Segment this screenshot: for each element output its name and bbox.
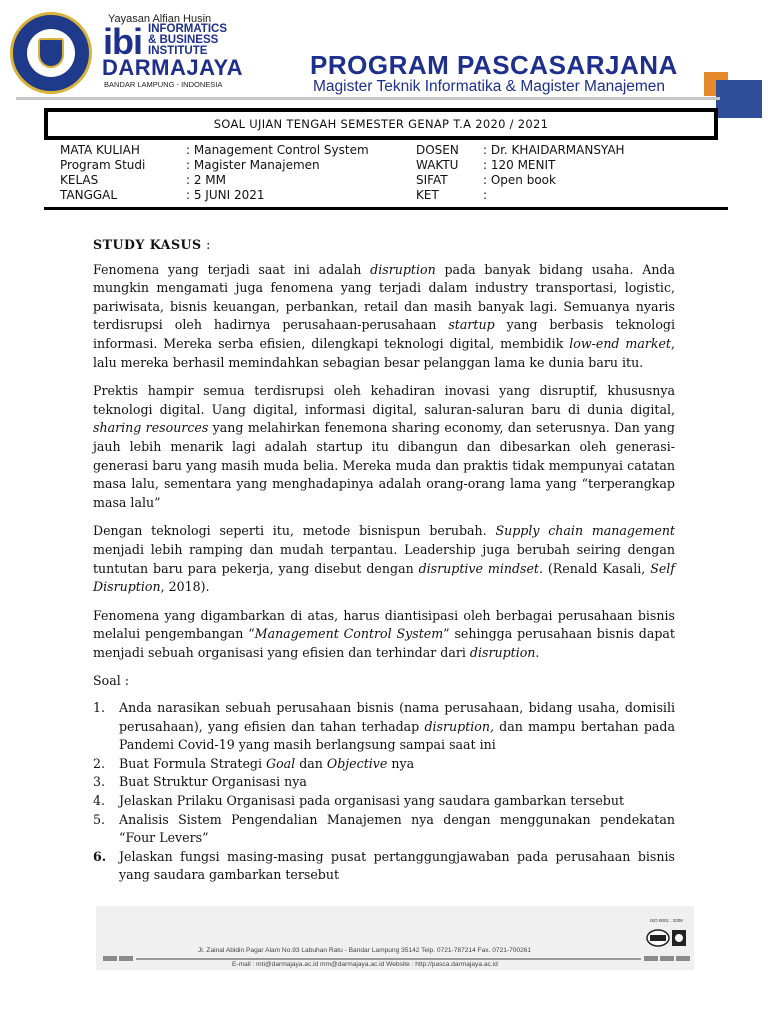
class-label: KELAS [60,173,99,187]
question-item [93,699,675,755]
question-number: 1. [93,700,106,716]
footer-dash [103,956,117,961]
institute-line-3: INSTITUTE [148,45,208,57]
question-text: Jelaskan Prilaku Organisasi pada organisasi yang saudara gambarkan tersebut [119,793,625,809]
info-values-right [483,143,625,203]
note-value: : [483,188,488,202]
p3-text-c: menjadi lebih ramping dan mudah terpantau. Leadership juga berubah seiring dengan tuntutan baru para pekerja, yang disebut dengan [93,541,675,576]
question-text: Buat Struktur Organisasi nya [119,774,307,790]
heading-text: STUDY KASUS [93,237,202,252]
p3-text-e: . (Renald Kasali, [539,560,651,576]
p1-text-c: pada banyak bidang usaha. Anda mungkin mengamati juga fenomena yang terjadi dalam industry transportasi, logistic, pariwisata, bisnis keuangan, perbankan, retail dan masih banyak lagi. Semuanya nyaris terdisrupsi oleh hadirnya perusahaan-perusahaan [93,261,675,333]
nature-label: SIFAT [416,173,448,187]
shield-icon [38,38,64,68]
question-text [119,755,675,774]
lecturer-label: DOSEN [416,143,459,157]
q2-text-a: Buat Formula Strategi [119,755,267,771]
footer-dash [119,956,133,961]
footer-dash [660,956,674,961]
footer-dash [644,956,658,961]
institute-line-1: INFORMATICS [148,23,228,35]
q2-text-c: dan [295,755,327,771]
q2-italic-b: Goal [266,755,296,771]
p3-italic-b: Supply chain management [495,523,675,539]
question-item [93,848,675,885]
question-number: 3. [93,774,106,790]
p3-italic-f: Self Disruption [93,560,675,595]
paragraph-2 [93,382,675,512]
institute-name: DARMAJAYA [102,55,244,80]
q1-italic-b: disruption, [424,718,494,734]
p1-text-e: yang berbasis teknologi informasi. Mereka serba efisien, dilengkapi teknologi digital, membidik [93,317,676,351]
foundation-name: Yayasan Alfian Husin [108,13,212,25]
question-item [93,811,675,848]
institute-location: BANDAR LAMPUNG - INDONESIA [104,80,223,89]
footer-email: E-mail : mti@darmajaya.ac.id mm@darmajaya.ac.id Website : http://pasca.darmajaya.ac.id [232,961,498,968]
question-text [119,699,675,755]
p3-text-a: Dengan teknologi seperti itu, metode bisnispun berubah. [93,523,496,539]
footer-line [136,958,641,960]
info-divider [44,207,728,210]
question-number: 5. [93,811,106,827]
p4-text-c: ” sehingga perusahaan bisnis dapat menjadi sebuah organisasi yang efisien dan terhindar dari [93,626,675,660]
heading-suffix: : [201,237,211,252]
question-text: Analisis Sistem Pengendalian Manajemen nya dengan menggunakan pendekatan “Four Levers” [119,811,675,846]
institution-seal-logo [10,12,92,94]
q2-italic-d: Objective [326,755,388,771]
question-number: 2. [93,755,106,771]
seal-inner [27,29,75,77]
p2-text-a: Prektis hampir semua terdisrupsi oleh kehadiran inovasi yang disruptif, khususnya teknologi digital. Uang digital, informasi digital, saluran-saluran baru di dunia digital, [93,383,675,417]
p1-text-a: Fenomena yang terjadi saat ini adalah [93,261,371,277]
paragraph-1 [93,261,675,373]
paragraph-4 [93,607,675,663]
p1-text-g: , lalu mereka berhasil memindahkan sebagian besar pelanggan lama ke dunia baru itu. [93,335,676,370]
class-value: : 2 MM [186,173,227,187]
note-label: KET [416,188,439,202]
p2-text-c: yang melahirkan fenemona sharing economy, dan seterusnya. Dan yang jauh lebih menarik lagi adalah startup itu dibangun dan dibesarkan oleh generasi-generasi baru yang masih muda belia. Mereka muda dan praktis tidak mempunyai catatan masa lalu, sementara yang menghadapinya adalah orang-orang lama yang “terperangkap masa lalu” [93,420,675,510]
info-values-left [186,143,369,203]
p1-italic-b: disruption [370,261,436,277]
footer-address: Jl. Zainal Abidin Pagar Alam No.93 Labuhan Ratu - Bandar Lampung 35142 Telp. 0721-787214 Fax. 0721-700261 [198,947,532,954]
p1-italic-f: low-end market [569,335,671,351]
question-number: 4. [93,793,106,809]
study-case-heading [93,236,675,255]
course-label: MATA KULIAH [60,143,140,157]
date-value: : 5 JUNI 2021 [186,188,265,202]
iso-certification-icon [644,920,688,950]
program-label: Program Studi [60,158,146,172]
q1-text-c: dan mampu bertahan pada Pandemi Covid-19 yang masih berlangsung sampai saat ini [119,718,676,753]
exam-content [93,236,675,885]
lecturer-value: : Dr. KHAIDARMANSYAH [483,143,625,157]
institute-line-2: & BUSINESS [148,34,219,46]
question-text: Jelaskan fungsi masing-masing pusat pertanggungjawaban pada perusahaan bisnis yang saudara gambarkan tersebut [119,848,675,883]
question-item [93,792,675,811]
exam-title: SOAL UJIAN TENGAH SEMESTER GENAP T.A 2020 / 2021 [44,108,718,140]
question-item [93,755,675,774]
info-labels-right [416,143,459,203]
p4-text-a: Fenomena yang digambarkan di atas, harus diantisipasi oleh berbagai perusahaan bisnis melalui pengembangan “ [93,607,675,642]
q2-text-e: nya [387,755,415,771]
program-value: : Magister Manajemen [186,158,320,172]
course-value: : Management Control System [186,143,369,157]
p1-italic-d: startup [448,317,495,333]
date-label: TANGGAL [60,188,118,202]
p2-italic-b: sharing resources [93,420,209,436]
info-labels-left [60,143,145,203]
q1-text-a: Anda narasikan sebuah perusahaan bisnis (nama perusahaan, bidang usaha, domisili perusahaan), yang efisien dan tahan terhadap [119,700,675,734]
question-number: 6. [93,848,107,864]
institute-text [148,24,227,57]
iso-label: ISO 9001 : 2008 [650,918,683,923]
decor-square-blue [716,80,762,118]
header-divider [16,97,720,100]
p4-italic-d: disruption [469,644,536,660]
p4-italic-b: Management Control System [254,626,444,642]
time-value: : 120 MENIT [483,158,556,172]
p3-italic-d: disruptive mindset [418,560,539,576]
questions-label: Soal : [93,673,129,689]
nature-value: : Open book [483,173,556,187]
program-subtitle: Magister Teknik Informatika & Magister Manajemen [313,78,666,95]
time-label: WAKTU [416,158,459,172]
footer-dash [676,956,690,961]
p4-text-e: . [535,644,540,660]
p3-text-g: , 2018). [160,579,210,595]
paragraph-3 [93,522,675,596]
question-item [93,773,675,792]
ibi-logo: ibi [103,21,142,62]
program-title: PROGRAM PASCASARJANA [310,50,678,80]
